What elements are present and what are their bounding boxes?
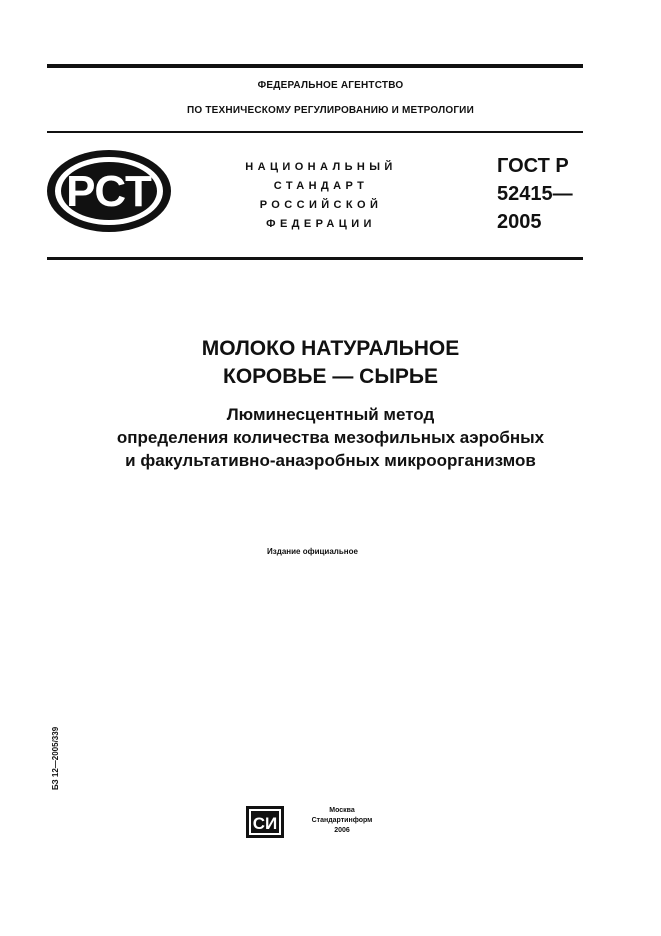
agency-line-1: ФЕДЕРАЛЬНОЕ АГЕНТСТВО [257, 80, 404, 91]
title-line-2: КОРОВЬЕ — СЫРЬЕ [223, 365, 438, 388]
publisher-logo-text: СИ [252, 814, 278, 833]
gost-line-2: 52415— [497, 183, 573, 205]
edition-label: Издание официальное [267, 547, 358, 556]
publisher-city: Москва [329, 807, 355, 814]
publisher-name: Стандартинформ [311, 817, 373, 824]
catalog-code: БЗ 12—2005/339 [51, 726, 60, 790]
agency-line-2: ПО ТЕХНИЧЕСКОМУ РЕГУЛИРОВАНИЮ И МЕТРОЛОГИИ [187, 105, 474, 116]
header-divider [47, 131, 583, 133]
emblem-text: РСТ [66, 167, 152, 216]
publisher-year: 2006 [334, 827, 350, 834]
gost-line-1: ГОСТ Р [497, 155, 569, 177]
publisher-info [296, 806, 388, 836]
standard-type-line-2: СТАНДАРТ [273, 180, 369, 192]
top-rule [47, 64, 583, 68]
subtitle-line-1: Люминесцентный метод [226, 405, 435, 424]
standard-type-line-3: РОССИЙСКОЙ [259, 199, 383, 211]
subtitle-line-2: определения количества мезофильных аэробных [116, 428, 545, 447]
title-divider [47, 257, 583, 260]
gost-number [497, 152, 617, 236]
standard-type-line-4: ФЕДЕРАЦИИ [266, 218, 376, 230]
document-subtitle [0, 403, 661, 472]
subtitle-line-3: и факультативно-анаэробных микроорганизмов [125, 451, 536, 470]
title-line-1: МОЛОКО НАТУРАЛЬНОЕ [201, 337, 460, 360]
standard-type-line-1: НАЦИОНАЛЬНЫЙ [245, 161, 397, 173]
standard-type [228, 158, 414, 234]
document-title [0, 335, 661, 391]
gost-line-3: 2005 [497, 211, 542, 233]
rst-certification-logo-icon [44, 148, 174, 234]
standartinform-logo-icon [246, 806, 284, 838]
